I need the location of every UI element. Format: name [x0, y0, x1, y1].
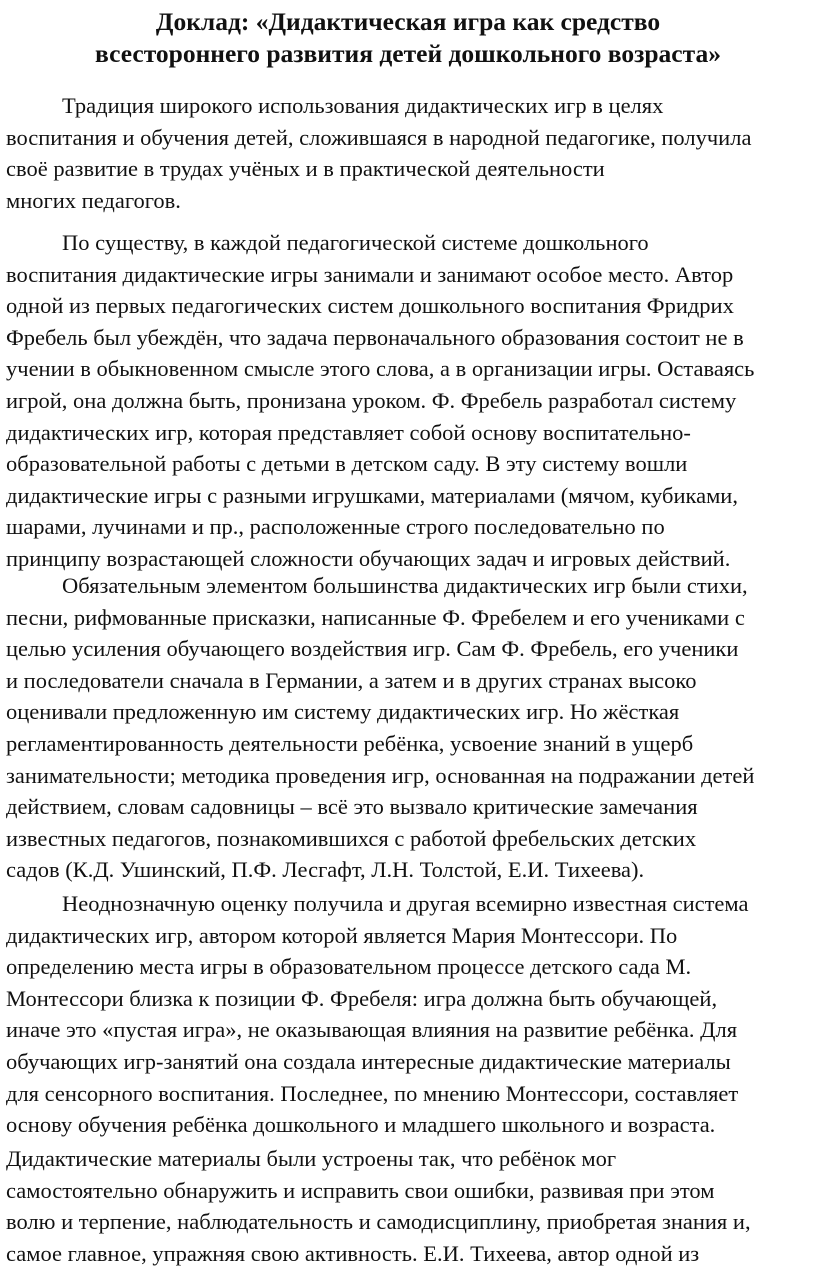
text-line: одной из первых педагогических систем дошкольного воспитания Фридрих [6, 293, 734, 319]
text-line: обучающих игр-занятий она создала интересные дидактические материалы [6, 1048, 731, 1074]
text-line: своё развитие в трудах учёных и в практической деятельности [6, 156, 605, 182]
text-line: садов (К.Д. Ушинский, П.Ф. Лесгафт, Л.Н. Толстой, Е.И. Тихеева). [6, 857, 645, 883]
text-line: для сенсорного воспитания. Последнее, по мнению Монтессори, составляет [6, 1080, 739, 1106]
text-line: игрой, она должна быть, пронизана уроком. Ф. Фребель разработал систему [6, 387, 737, 413]
text-line: Неоднозначную оценку получила и другая всемирно известная система [62, 891, 749, 916]
text-line: действием, словам садовницы – всё это вызвало критические замечания [6, 794, 698, 820]
text-line: Обязательным элементом большинства дидактических игр были стихи, [62, 573, 748, 598]
text-line: оценивали предложенную им систему дидактических игр. Но жёсткая [6, 699, 680, 725]
text-line: и последователи сначала в Германии, а затем и в других странах высоко [6, 667, 697, 693]
text-line: дидактических игр, которая представляет собой основу воспитательно- [6, 419, 691, 445]
text-line: занимательности; методика проведения игр, основанная на подражании детей [6, 762, 755, 788]
paragraph-froebel-system [6, 227, 814, 575]
text-line: целью усиления обучающего воздействия игр. Сам Ф. Фребель, его ученики [6, 636, 739, 662]
title-line: всестороннего развития детей дошкольного возраста» [95, 38, 721, 68]
paragraph-froebel-criticism [6, 570, 814, 886]
text-line: Монтессори близка к позиции Ф. Фребеля: игра должна быть обучающей, [6, 985, 718, 1011]
text-line: определению места игры в образовательном процессе детского сада М. [6, 954, 692, 980]
text-line: регламентированность деятельности ребёнка, усвоение знаний в ущерб [6, 730, 694, 756]
paragraph-didactic-materials [6, 1143, 814, 1269]
text-line: По существу, в каждой педагогической системе дошкольного [62, 230, 649, 255]
text-line: дидактических игр, автором которой является Мария Монтессори. По [6, 922, 678, 948]
text-line: основу обучения ребёнка дошкольного и младшего школьного и возраста. [6, 1112, 716, 1138]
text-line: Традиция широкого использования дидактических игр в целях [62, 93, 664, 118]
text-line: дидактические игры с разными игрушками, материалами (мячом, кубиками, [6, 482, 738, 508]
title-line: Доклад: «Дидактическая игра как средство [155, 7, 661, 36]
text-line: волю и терпение, наблюдательность и самодисциплину, приобретая знания и, [6, 1209, 751, 1235]
text-line: иначе это «пустая игра», не оказывающая влияния на развитие ребёнка. Для [6, 1017, 738, 1043]
text-line: Дидактические материалы были устроены так, что ребёнок мог [6, 1146, 617, 1171]
text-line: Фребель был убеждён, что задача первоначального образования состоит не в [6, 324, 744, 350]
text-line: многих педагогов. [6, 187, 181, 213]
text-line: самостоятельно обнаружить и исправить свои ошибки, развивая при этом [6, 1177, 715, 1203]
document-title [0, 2, 816, 68]
text-line: песни, рифмованные присказки, написанные Ф. Фребелем и его учениками с [6, 604, 745, 630]
text-line: воспитания дидактические игры занимали и занимают особое место. Автор [6, 261, 734, 287]
paragraph-montessori [6, 888, 814, 1141]
text-line: самое главное, упражняя свою активность. Е.И. Тихеева, автор одной из [6, 1240, 700, 1266]
text-line: воспитания и обучения детей, сложившаяся в народной педагогике, получила [6, 124, 752, 150]
text-line: принципу возрастающей сложности обучающих задач и игровых действий. [6, 545, 731, 571]
text-line: образовательной работы с детьми в детском саду. В эту систему вошли [6, 451, 688, 477]
paragraph-tradition [6, 90, 814, 216]
text-line: учении в обыкновенном смысле этого слова, а в организации игры. Оставаясь [6, 356, 755, 382]
text-line: шарами, лучинами и пр., расположенные строго последовательно по [6, 514, 665, 540]
text-line: известных педагогов, познакомившихся с работой фребельских детских [6, 825, 697, 851]
